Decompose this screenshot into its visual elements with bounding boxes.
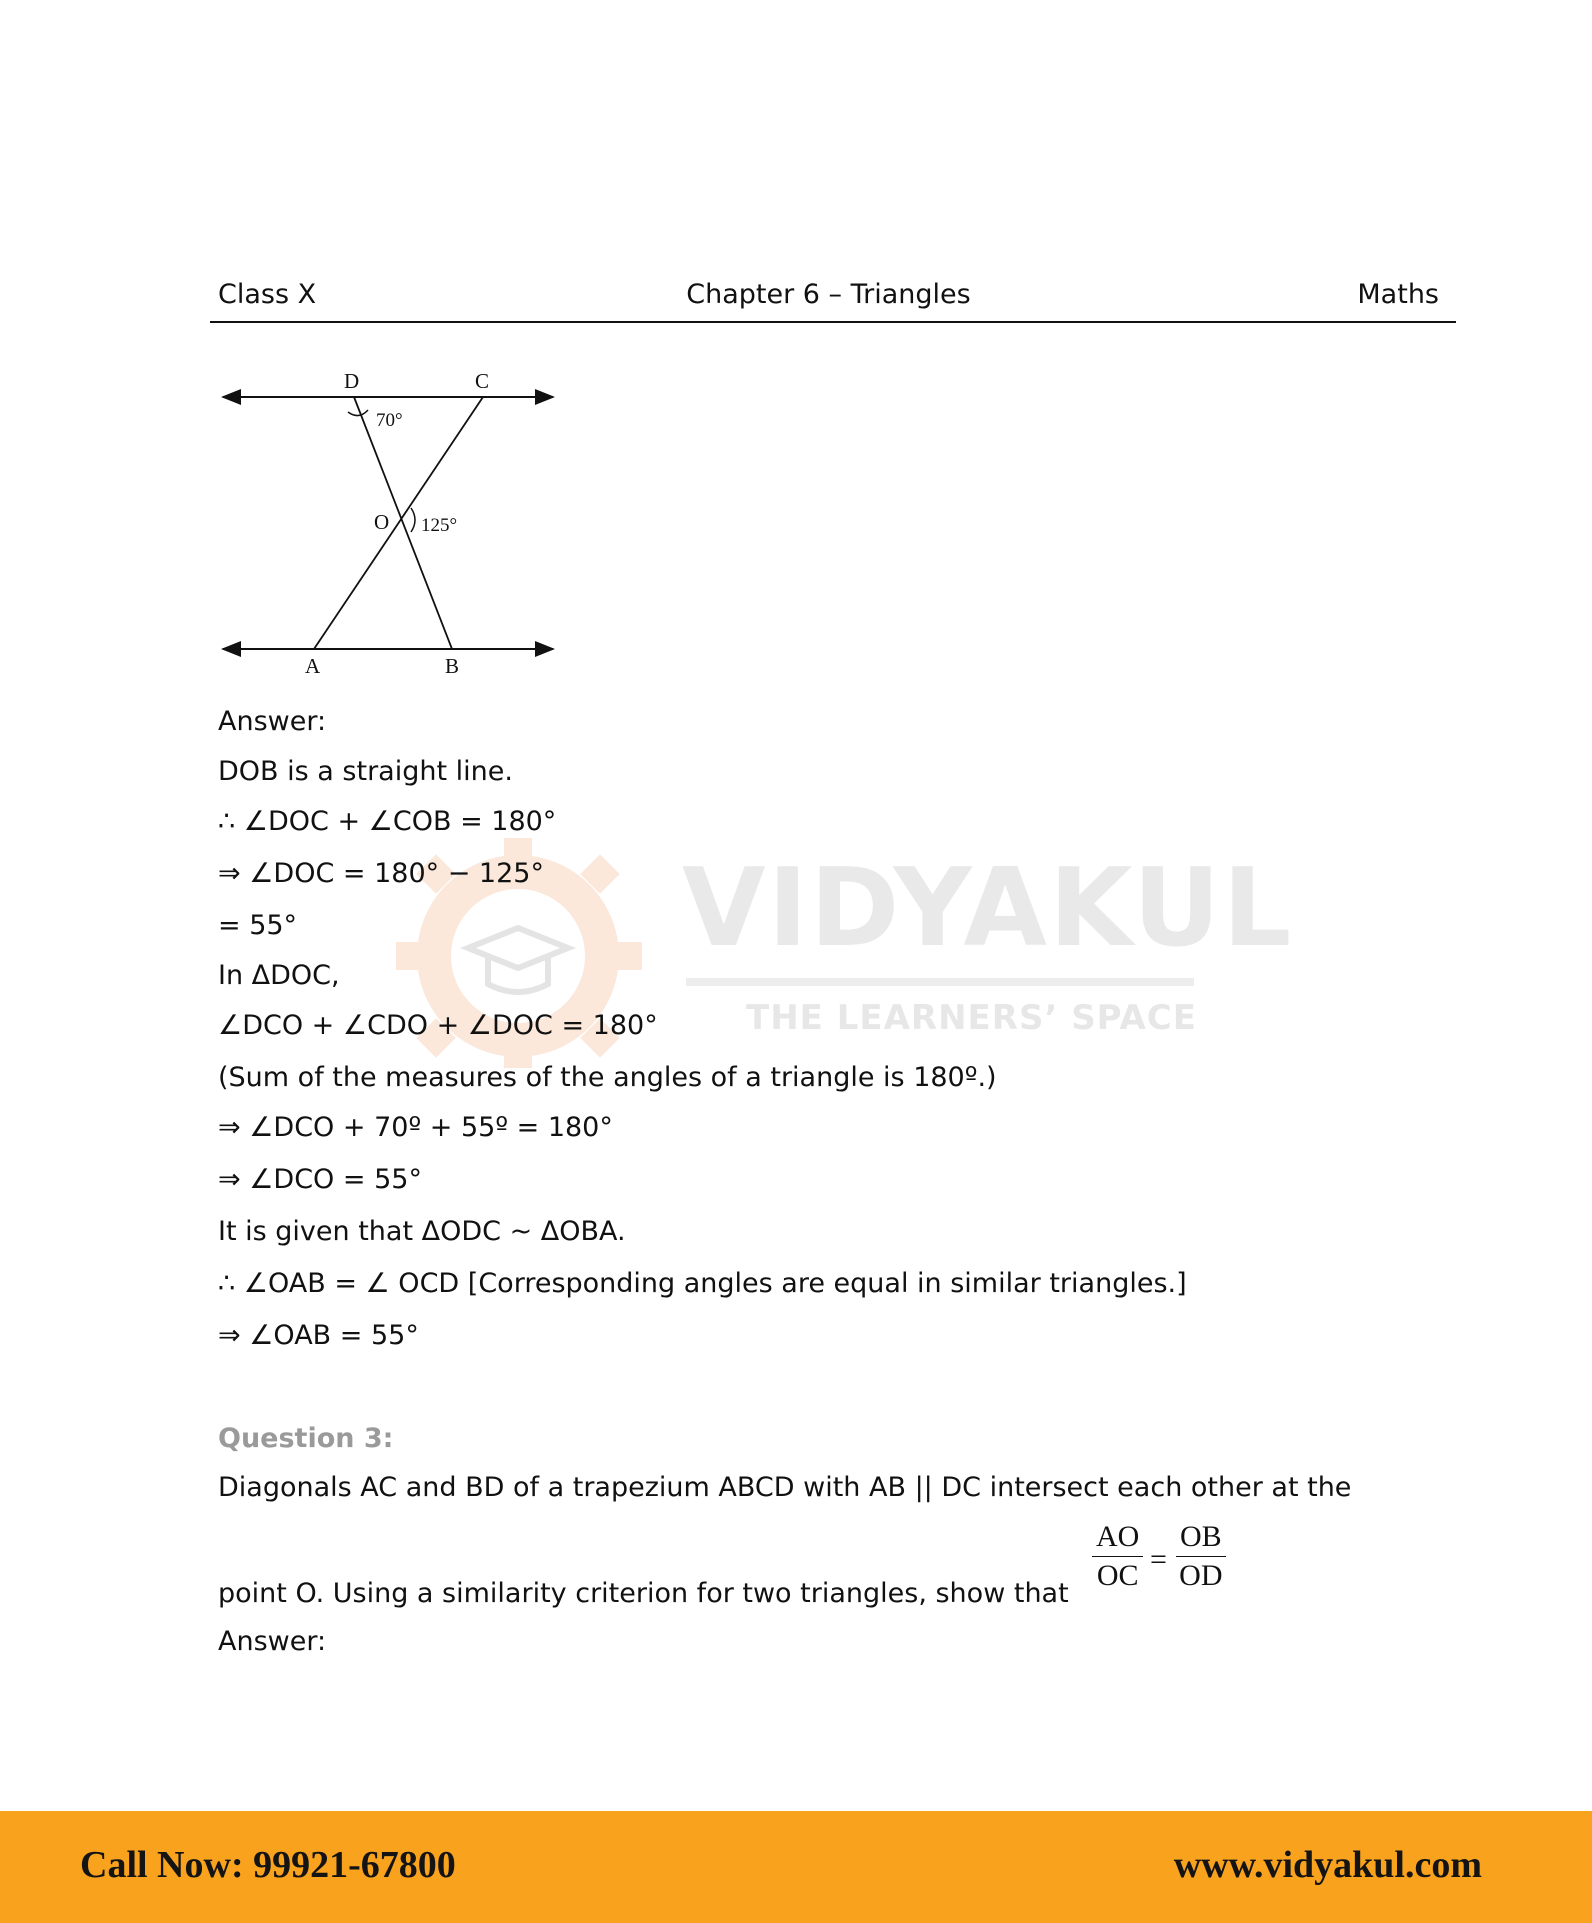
angle-arc-o — [411, 508, 415, 532]
solution-line: ⇒ ∠OAB = 55° — [218, 1320, 419, 1351]
label-point-c: C — [475, 369, 490, 393]
label-point-d: D — [344, 369, 360, 393]
header-class: Class X — [218, 279, 317, 310]
label-point-a: A — [305, 654, 321, 678]
fraction-numerator: OB — [1176, 1520, 1226, 1557]
watermark-cap-icon — [468, 928, 568, 992]
solution-line: It is given that ΔODC ~ ΔOBA. — [218, 1216, 626, 1247]
question-3-text-continued: point O. Using a similarity criterion for two triangles, show that — [218, 1578, 1069, 1609]
question-3-text: Diagonals AC and BD of a trapezium ABCD with AB || DC intersect each other at the — [218, 1472, 1352, 1503]
watermark-name: VIDYAKUL — [682, 846, 1294, 971]
label-point-o: O — [374, 510, 390, 534]
angle-arc-d — [348, 410, 368, 416]
segment-ca — [314, 397, 483, 649]
solution-line: ∴ ∠OAB = ∠ OCD [Corresponding angles are equal in similar triangles.] — [218, 1268, 1187, 1299]
solution-line: ⇒ ∠DCO = 55° — [218, 1164, 422, 1195]
solution-line: In ΔDOC, — [218, 960, 340, 991]
fraction-denominator: OD — [1179, 1559, 1223, 1592]
fraction-ao-oc — [1092, 1520, 1143, 1593]
solution-line: ∴ ∠DOC + ∠COB = 180° — [218, 806, 557, 837]
watermark-tagline: THE LEARNERS’ SPACE — [746, 998, 1197, 1038]
answer-label: Answer: — [218, 706, 327, 737]
fraction-numerator: AO — [1092, 1520, 1143, 1557]
label-point-b: B — [445, 654, 460, 678]
label-angle-125: 125° — [421, 515, 458, 536]
header-chapter: Chapter 6 – Triangles — [686, 279, 971, 310]
triangle-figure — [215, 368, 560, 681]
equals-sign: = — [1150, 1543, 1167, 1576]
solution-line: = 55° — [218, 910, 298, 941]
solution-line: ⇒ ∠DOC = 180° − 125° — [218, 858, 544, 889]
footer-bar — [0, 1811, 1592, 1923]
watermark-underline — [686, 978, 1194, 986]
solution-line: (Sum of the measures of the angles of a triangle is 180º.) — [218, 1062, 997, 1093]
header-divider — [210, 321, 1456, 323]
fraction-denominator: OC — [1096, 1559, 1139, 1592]
footer-call-now: Call Now: 99921-67800 — [80, 1844, 456, 1886]
answer-label: Answer: — [218, 1626, 327, 1657]
fraction-ob-od — [1176, 1520, 1226, 1593]
solution-line: ⇒ ∠DCO + 70º + 55º = 180° — [218, 1112, 613, 1143]
question-3-heading: Question 3: — [218, 1423, 394, 1454]
solution-line: ∠DCO + ∠CDO + ∠DOC = 180° — [218, 1010, 658, 1041]
footer-website-link[interactable]: www.vidyakul.com — [1173, 1844, 1482, 1886]
label-angle-70: 70° — [376, 410, 403, 431]
solution-line: DOB is a straight line. — [218, 756, 513, 787]
header-subject: Maths — [1357, 279, 1439, 310]
